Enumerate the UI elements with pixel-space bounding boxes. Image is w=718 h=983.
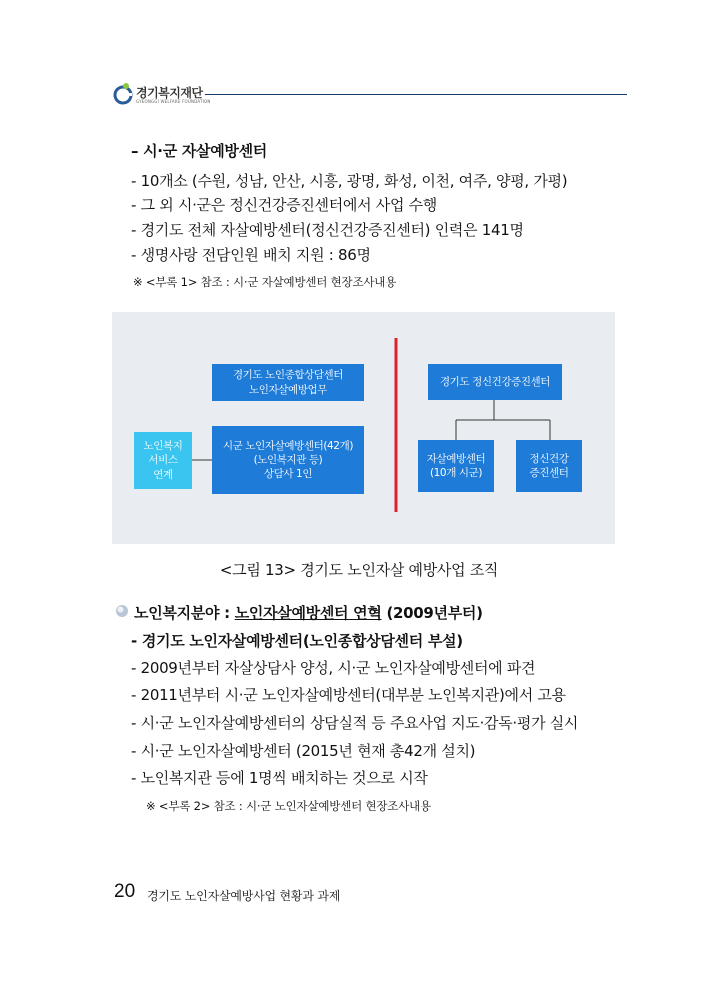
list-item: - 생명사랑 전담인원 배치 지원 : 86명 xyxy=(131,246,371,264)
org-name-en: GYEONGGI WELFARE FOUNDATION xyxy=(136,99,211,104)
list-item: - 그 외 시·군은 정신건강증진센터에서 사업 수행 xyxy=(131,196,438,214)
heading-prefix: 노인복지분야 : xyxy=(134,604,235,622)
list-item: - 시·군 노인자살예방센터의 상담실적 등 주요사업 지도·감독·평가 실시 xyxy=(131,714,579,732)
page-number: 20 xyxy=(114,881,136,902)
foundation-logo-icon xyxy=(112,80,134,106)
section-title: – 시·군 자살예방센터 xyxy=(131,142,267,160)
gyeonggi-mental-health-center-box xyxy=(428,364,562,400)
header-rule xyxy=(205,94,627,95)
list-item: - 2011년부터 시·군 노인자살예방센터(대부분 노인복지관)에서 고용 xyxy=(131,686,566,704)
gyeonggi-senior-counseling-center-box xyxy=(212,364,364,401)
list-item: - 경기도 전체 자살예방센터(정신건강증진센터) 인력은 141명 xyxy=(131,221,524,239)
list-item: - 노인복지관 등에 1명씩 배치하는 것으로 시작 xyxy=(131,769,428,787)
mental-health-center-box xyxy=(516,440,582,492)
org-name: 경기복지재단 xyxy=(136,86,203,100)
box-line: 시군 노인자살예방센터(42개) xyxy=(222,439,354,452)
box-line: 경기도 노인종합상담센터 xyxy=(232,369,344,382)
list-item: - 시·군 노인자살예방센터 (2015년 현재 총42개 설치) xyxy=(131,742,476,760)
box-line: 서비스 xyxy=(148,454,178,467)
city-senior-suicide-prevention-center-box xyxy=(212,426,364,494)
reference-note: ※ <부록 2> 참조 : 시·군 노인자살예방센터 현장조사내용 xyxy=(146,799,431,813)
figure-caption: <그림 13> 경기도 노인자살 예방사업 조직 xyxy=(219,561,499,579)
box-line: 경기도 정신건강증진센터 xyxy=(439,375,551,388)
section-subtitle: - 경기도 노인자살예방센터(노인종합상담센터 부설) xyxy=(131,632,463,650)
box-line: 연계 xyxy=(153,468,173,481)
box-line: 증진센터 xyxy=(529,467,569,479)
bullet-icon xyxy=(115,604,129,618)
reference-note: ※ <부록 1> 참조 : 시·군 자살예방센터 현장조사내용 xyxy=(133,275,397,289)
box-line: 노인자살예방업무 xyxy=(249,383,327,396)
box-line: (노인복지관 등) xyxy=(253,453,323,466)
running-title: 경기도 노인자살예방사업 현황과 과제 xyxy=(147,889,341,903)
heading-main: 노인자살예방센터 연혁 xyxy=(234,604,382,622)
list-item: - 2009년부터 자살상담사 양성, 시·군 노인자살예방센터에 파견 xyxy=(131,659,536,677)
box-line: 노인복지 xyxy=(143,440,183,453)
box-line: 자살예방센터 xyxy=(426,452,486,465)
section-heading xyxy=(134,602,483,623)
suicide-prevention-center-box xyxy=(418,440,494,492)
box-line: (10개 시군) xyxy=(429,467,483,479)
box-line: 정신건강 xyxy=(529,452,569,465)
list-item: - 10개소 (수원, 성남, 안산, 시흥, 광명, 화성, 이천, 여주, 양평, 가평) xyxy=(131,172,568,190)
box-line: 상담사 1인 xyxy=(263,468,313,481)
senior-welfare-service-box xyxy=(134,432,192,489)
heading-suffix: (2009년부터) xyxy=(381,604,483,622)
org-diagram xyxy=(112,312,615,544)
